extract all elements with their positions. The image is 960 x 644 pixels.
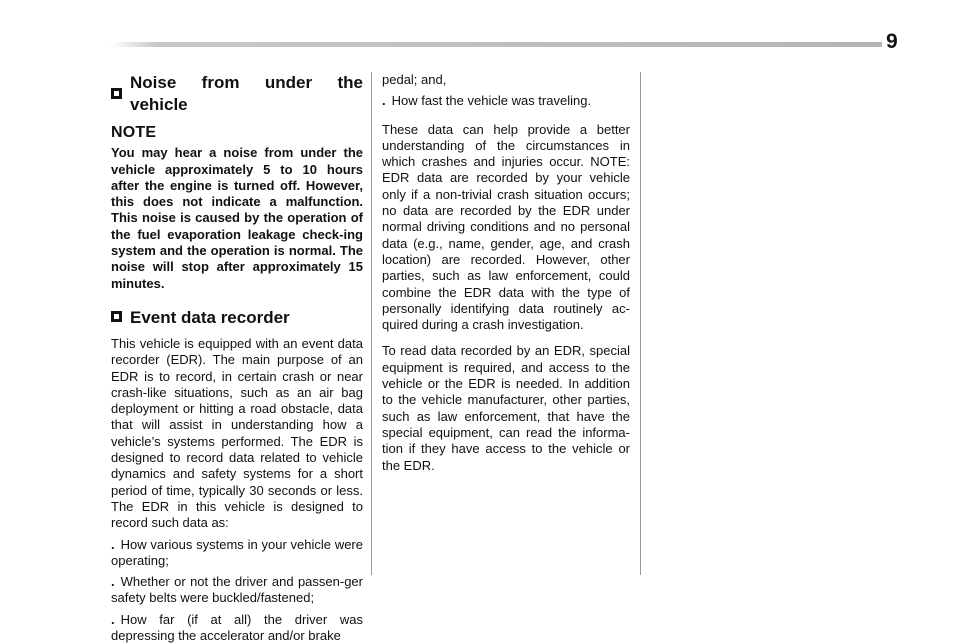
bullet-icon: . bbox=[382, 93, 386, 109]
list-item bbox=[111, 612, 363, 644]
list-item bbox=[111, 537, 363, 570]
list-item-text: How fast the vehicle was traveling. bbox=[391, 93, 592, 109]
edr-access-paragraph: To read data recorded by an EDR, special equipment is required, and access to the vehicle or the EDR is needed. In addition to the vehicle manufacturer, other parties, such as law enforcement, that have the special equipment, can read the informa-tion if they have access to the vehicle or the EDR. bbox=[382, 343, 630, 473]
list-item-text: How various systems in your vehicle were operating; bbox=[111, 536, 363, 568]
section-heading-edr bbox=[111, 307, 363, 329]
bullet-icon: . bbox=[111, 574, 115, 590]
list-item bbox=[382, 93, 630, 109]
section-marker-icon bbox=[111, 88, 122, 99]
header-rule bbox=[110, 42, 882, 47]
column-divider bbox=[640, 72, 641, 575]
continuation-text: pedal; and, bbox=[382, 72, 447, 87]
list-item bbox=[111, 574, 363, 607]
section-heading-noise-text: Noise from under the vehicle bbox=[129, 73, 363, 114]
edr-data-paragraph: These data can help provide a better understanding of the circumstances in which crashes and injuries occur. NOTE: EDR data are recorded by your vehicle only if a non-trivial crash situation occurs; no data are recorded by the EDR under normal driving conditions and no personal data (e.g., name, gender, age, and crash location) are recorded. However, other parties, such as law enforcement, could combine the EDR data with the type of personally identifying data routinely ac-quired during a crash investigation. bbox=[382, 121, 630, 333]
section-heading-noise bbox=[111, 72, 363, 116]
bullet-icon: . bbox=[111, 611, 115, 627]
section-marker-icon bbox=[111, 311, 122, 322]
page-number: 9 bbox=[886, 30, 898, 53]
right-column bbox=[382, 72, 630, 474]
bullet-icon: . bbox=[111, 536, 115, 552]
note-title: NOTE bbox=[111, 124, 157, 141]
list-item-text: How far (if at all) the driver was depressing the accelerator and/or brake bbox=[111, 611, 363, 644]
list-item-text: Whether or not the driver and passen-ger safety belts were buckled/fastened; bbox=[111, 574, 363, 606]
section-heading-edr-text: Event data recorder bbox=[130, 307, 290, 327]
left-column bbox=[111, 72, 363, 644]
column-divider bbox=[371, 72, 372, 575]
note-text: You may hear a noise from under the vehicle approximately 5 to 10 hours after the engine is turned off. However, this does not indicate a malfunction. This noise is caused by the operation of the fuel evaporation leakage check-ing system and the operation is normal. The noise will stop after approximately 15 minutes. bbox=[111, 145, 363, 291]
edr-intro-paragraph: This vehicle is equipped with an event data recorder (EDR). The main purpose of an EDR is to record, in certain crash or near crash-like situations, such as an air bag deployment or hitting a road obstacle, data that will assist in understanding how a vehicle’s systems performed. The EDR is designed to record data related to vehicle dynamics and safety systems for a short period of time, typically 30 seconds or less. The EDR in this vehicle is designed to record such data as: bbox=[111, 335, 363, 531]
